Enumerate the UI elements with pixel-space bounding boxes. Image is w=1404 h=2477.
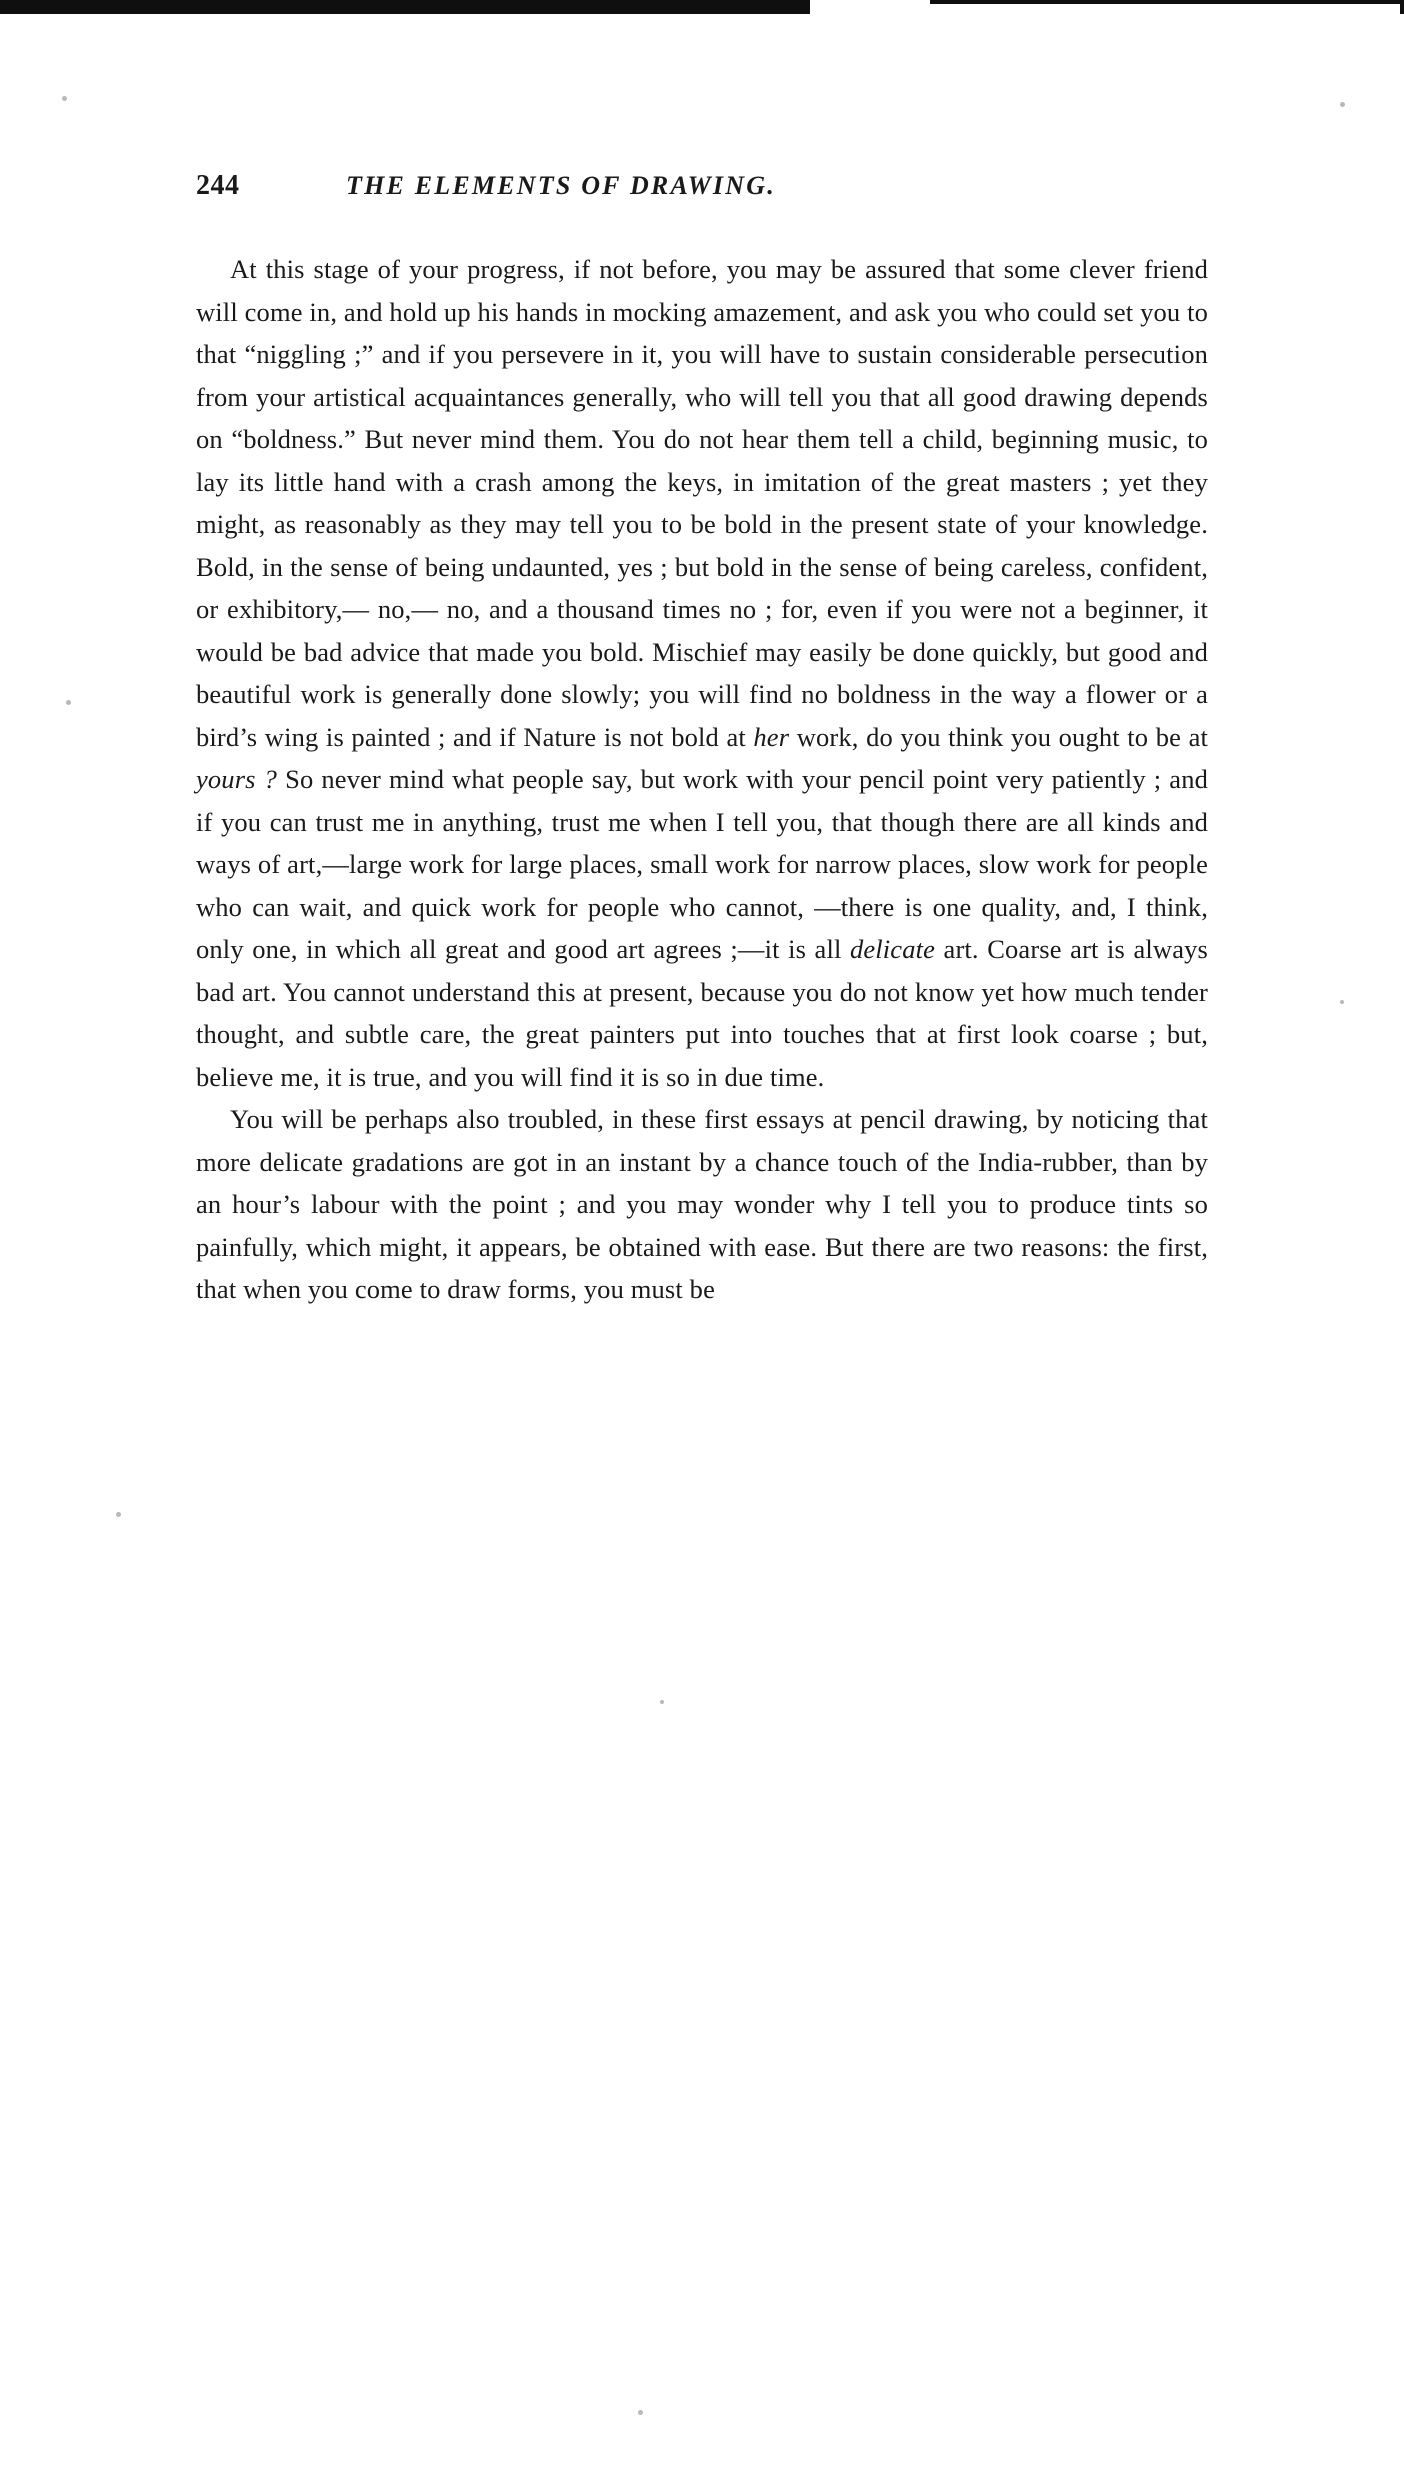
paragraph-text: You will be perhaps also troubled, in these first essays at pencil drawing, by noticing that more delicate gradations are got in an instant by a chance touch of the India-rubber, than by an hour’s labour with the point ; and you may wonder why I tell you to produce tints so painfully, which might, it appears, be obtained with ease. But there are two reasons: the first, that when you come to draw forms, you must be bbox=[196, 1104, 1208, 1304]
scan-speckle bbox=[638, 2410, 643, 2415]
scan-speckle bbox=[660, 1700, 664, 1704]
running-head: THE ELEMENTS OF DRAWING. bbox=[346, 171, 776, 200]
page-header bbox=[196, 170, 1208, 204]
scan-speckle bbox=[116, 1512, 121, 1517]
scan-speckle bbox=[1340, 102, 1345, 107]
scan-speckle bbox=[62, 96, 67, 101]
scan-speckle bbox=[1340, 1000, 1344, 1004]
paragraph bbox=[196, 248, 1208, 1098]
scan-speckle bbox=[66, 700, 71, 705]
page-number: 244 bbox=[196, 170, 240, 201]
body-text bbox=[196, 248, 1208, 1311]
page-content bbox=[196, 170, 1208, 1311]
paragraph-text: At this stage of your progress, if not before, you may be assured that some clever friend will come in, and hold up his hands in mocking amazement, and ask you who could set you to that “niggling ;” and if you persevere in it, you will have to sustain considerable persecution from your artistical acquaintances generally, who will tell you that all good drawing depends on “boldness.” But never mind them. You do not hear them tell a child, beginning music, to lay its little hand with a crash among the keys, in imitation of the great masters ; yet they might, as reasonably as they may tell you to be bold in the present state of your knowledge. Bold, in the sense of being undaunted, yes ; but bold in the sense of being careless, confident, or exhibitory,— no,— no, and a thousand times no ; for, even if you were not a beginner, it would be bad advice that made you bold. Mischief may easily be done quickly, but good and beautiful work is generally done slowly; you will find no boldness in the way a flower or a bird’s wing is painted ; and if Nature is not bold at her work, do you think you ought to be at yours ? So never mind what people say, but work with your pencil point very patiently ; and if you can trust me in anything, trust me when I tell you, that though there are all kinds and ways of art,—large work for large places, small work for narrow places, slow work for people who can wait, and quick work for people who cannot, —there is one quality, and, I think, only one, in which all great and good art agrees ;—it is all delicate art. Coarse art is always bad art. You cannot understand this at present, because you do not know yet how much tender thought, and subtle care, the great painters put into touches that at first look coarse ; but, believe me, it is true, and you will find it is so in due time. bbox=[196, 254, 1208, 1092]
paragraph bbox=[196, 1098, 1208, 1311]
